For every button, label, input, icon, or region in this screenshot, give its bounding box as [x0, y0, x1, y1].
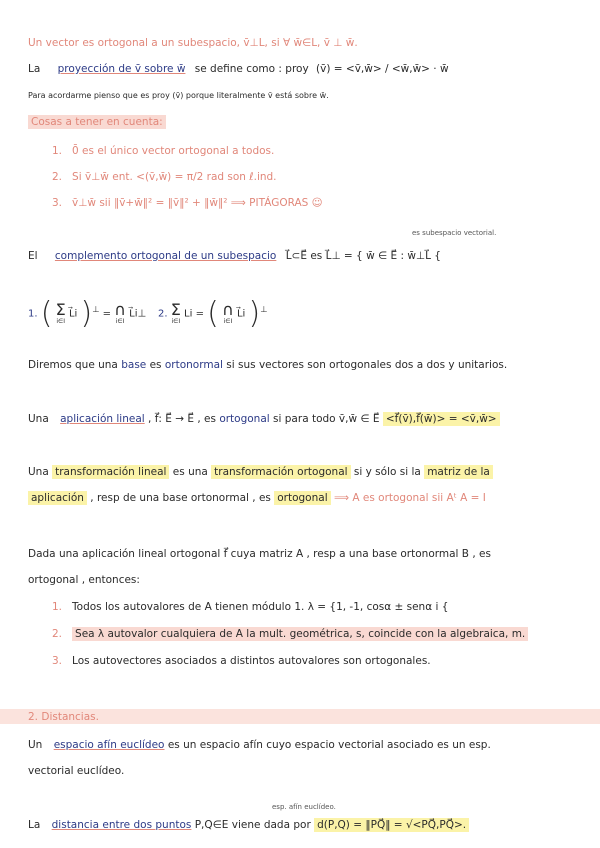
line-base-ortonormal [28, 358, 507, 372]
dada-item-num: 2. [52, 628, 63, 640]
line-aplicacion-ortogonal [28, 412, 500, 426]
complemento-prefix: El [28, 250, 38, 262]
line-dada-1: Dada una aplicación lineal ortogonal f⃗ cuya matriz A , resp a una base ortonormal B , es [28, 548, 491, 560]
cosas-item-2 [52, 170, 277, 184]
cosas-item-text: Si v̄⊥w̄ ent. <(v̄,w̄) = π/2 rad son ℓ.ind. [72, 171, 277, 183]
sum-subscript: i∈I [56, 318, 66, 325]
cosas-item-text: 0̄ es el único vector ortogonal a todos. [72, 145, 275, 157]
complemento-term: complemento ortogonal de un subespacio [54, 250, 277, 262]
distancia-formula: d(P,Q) = ‖PQ⃗‖ = √<PQ⃗,PQ⃗>. [314, 818, 469, 832]
aplicacion-text-c: , f⃗: E⃗ → E⃗ , es [148, 413, 216, 425]
base-text-e: si sus vectores son ortogonales dos a dos y unitarios. [226, 359, 508, 371]
sum-symbol: Σ [170, 300, 181, 319]
formula-1-sup: ⊥ [92, 304, 100, 315]
formula-1-rhs: L⃗i⊥ [129, 308, 147, 320]
formula-2-inner: L⃗i [236, 308, 246, 320]
cosas-title [28, 115, 166, 129]
dada-item-num: 1. [52, 601, 63, 613]
formula-2-sup: ⊥ [260, 304, 268, 315]
dada-item-num: 3. [52, 655, 63, 667]
cosas-item-num: 2. [52, 171, 63, 183]
cosas-item-num: 1. [52, 145, 63, 157]
base-term: base [121, 359, 147, 371]
line-transformacion-1 [28, 465, 493, 479]
ortonormal-term: ortonormal [164, 359, 223, 371]
formula-1-eq: = [102, 308, 112, 320]
formula-1-inner: L⃗i [68, 308, 78, 320]
line-afin-1 [28, 738, 491, 752]
cosas-item-1 [52, 144, 274, 158]
proyeccion-prefix: La [28, 63, 41, 75]
afin-text-a: Un [28, 739, 43, 751]
transf-text-c: es una [172, 466, 208, 478]
line-dada-2: ortogonal , entonces: [28, 574, 140, 586]
transformacion-ortogonal-term: transformación ortogonal [211, 465, 350, 479]
dada-item-2 [52, 627, 528, 641]
aplicacion-text-a: Una [28, 413, 49, 425]
line-ortogonal-subespacio: Un vector es ortogonal a un subespacio, v̄⊥L, si ∀ w̄∈L, v̄ ⊥ w̄. [28, 37, 358, 49]
dist-text-a: La [28, 819, 41, 831]
formula-1: 1. ( Σ i∈I L⃗i )⊥ = ∩ i∈I L⃗i⊥ [28, 296, 147, 331]
proyeccion-term: proyección de v̄ sobre w̄ [57, 63, 186, 75]
matriz-term: matriz de la [424, 465, 493, 479]
aplicacion-text-e: si para todo v̄,w̄ ∈ E⃗ [273, 413, 380, 425]
aplicacion-highlight: aplicación [28, 491, 87, 505]
line-afin-2: vectorial euclídeo. [28, 765, 125, 777]
line-complemento [28, 249, 441, 263]
cosas-item-text: v̄⊥w̄ sii ‖v̄+w̄‖² = ‖v̄‖² + ‖w̄‖² ⟹ PITÁGORAS ☺ [72, 197, 323, 209]
ortogonal-term: ortogonal [219, 413, 270, 425]
ortogonal-highlight: ortogonal [274, 491, 330, 505]
cosas-title-text: Cosas a tener en cuenta: [28, 115, 166, 129]
cosas-item-num: 3. [52, 197, 63, 209]
complemento-rest: L⃗⊂E⃗ es L⃗⊥ = { w̄ ∈ E⃗ : w̄⊥L⃗ { [285, 250, 441, 262]
dada-item-text: Los autovectores asociados a distintos autovalores son ortogonales. [72, 655, 431, 667]
line-transformacion-2 [28, 491, 486, 505]
espacio-afin-term: espacio afín euclídeo [53, 739, 165, 751]
proyeccion-rest: se define como : proy [194, 63, 309, 75]
dist-text-c: P,Q∈E viene dada por [194, 819, 311, 831]
aplicacion-term: aplicación lineal [60, 413, 145, 425]
dada-item-3 [52, 654, 431, 668]
formula-1-label: 1. [28, 308, 38, 320]
formula-2-lhs: Li [184, 308, 193, 320]
line-distancia [28, 818, 469, 832]
sum-subscript: i∈I [171, 318, 181, 325]
line-proyeccion [28, 62, 449, 76]
aplicacion-formula: <f⃗(v̄),f⃗(w̄)> = <v̄,w̄> [383, 412, 500, 426]
transf2-text-b: , resp de una base ortonormal , es [90, 492, 271, 504]
section-2-title: 2. Distancias. [28, 711, 99, 723]
formula-2: 2. Σ i∈I Li = ( ∩ i∈I L⃗i )⊥ [158, 296, 268, 331]
proyeccion-formula: (v̄) = <v̄,w̄> / <w̄,w̄> · w̄ [316, 63, 449, 75]
cosas-item-3 [52, 196, 323, 210]
dada-item-text: Todos los autovalores de A tienen módulo 1. λ = {1, -1, cosα ± senα i { [72, 601, 449, 613]
base-text-c: es [149, 359, 162, 371]
cap-subscript: i∈I [223, 318, 233, 325]
formula-2-label: 2. [158, 308, 168, 320]
transformacion-lineal-term: transformación lineal [52, 465, 169, 479]
dada-item-text: Sea λ autovalor cualquiera de A la mult. geométrica, s, coincide con la algebraica, m. [72, 627, 528, 641]
formula-2-eq: = [195, 308, 204, 320]
transf-text-e: si y sólo si la [353, 466, 421, 478]
sum-symbol: Σ [55, 300, 66, 319]
cap-subscript: i∈I [115, 318, 125, 325]
dist-note: esp. afín euclídeo. [272, 803, 336, 811]
base-text-a: Diremos que una [28, 359, 118, 371]
line-acordarme: Para acordarme pienso que es proy (v̄) porque literalmente v̄ está sobre w̄. [28, 91, 329, 100]
dada-item-1 [52, 600, 448, 614]
complemento-note: es subespacio vectorial. [412, 229, 497, 237]
cap-symbol: ∩ [222, 300, 234, 319]
cap-symbol: ∩ [114, 300, 126, 319]
transf2-conclusion: ⟹ A es ortogonal sii Aᵗ A = I [333, 492, 486, 504]
afin-text-c: es un espacio afín cuyo espacio vectorial asociado es un esp. [167, 739, 491, 751]
distancia-term: distancia entre dos puntos [51, 819, 192, 831]
transf-text-a: Una [28, 466, 49, 478]
